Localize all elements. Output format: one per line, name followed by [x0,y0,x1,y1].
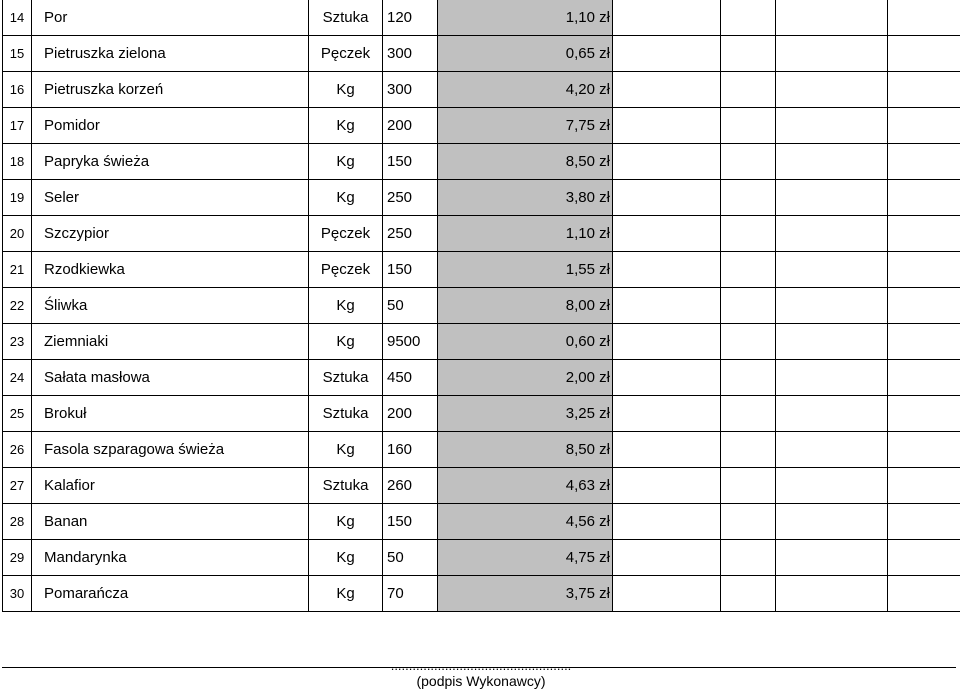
empty-cell-1[interactable] [613,360,721,396]
empty-cell-4[interactable] [888,288,960,324]
unit: Kg [309,324,383,360]
empty-cell-2[interactable] [721,216,776,252]
empty-cell-1[interactable] [613,576,721,612]
unit-price: 3,80 zł [438,180,613,216]
empty-cell-3[interactable] [776,360,888,396]
row-number: 27 [3,468,32,504]
table-row [3,108,960,144]
empty-cell-4[interactable] [888,324,960,360]
empty-cell-4[interactable] [888,432,960,468]
unit-price: 4,56 zł [438,504,613,540]
empty-cell-2[interactable] [721,468,776,504]
product-name: Pietruszka zielona [32,36,309,72]
empty-cell-1[interactable] [613,216,721,252]
empty-cell-3[interactable] [776,180,888,216]
row-number: 23 [3,324,32,360]
quantity: 450 [383,360,438,396]
empty-cell-3[interactable] [776,252,888,288]
empty-cell-1[interactable] [613,468,721,504]
unit-price: 2,00 zł [438,360,613,396]
empty-cell-2[interactable] [721,504,776,540]
empty-cell-4[interactable] [888,540,960,576]
empty-cell-2[interactable] [721,540,776,576]
empty-cell-2[interactable] [721,0,776,36]
quantity: 300 [383,36,438,72]
table-row [3,0,960,36]
empty-cell-4[interactable] [888,180,960,216]
row-number: 16 [3,72,32,108]
unit-price: 4,75 zł [438,540,613,576]
empty-cell-3[interactable] [776,288,888,324]
product-name: Por [32,0,309,36]
empty-cell-4[interactable] [888,360,960,396]
unit-price: 7,75 zł [438,108,613,144]
unit: Sztuka [309,468,383,504]
row-number: 18 [3,144,32,180]
table-row [3,288,960,324]
table-row [3,360,960,396]
empty-cell-3[interactable] [776,324,888,360]
empty-cell-2[interactable] [721,576,776,612]
empty-cell-4[interactable] [888,396,960,432]
unit-price: 4,20 zł [438,72,613,108]
row-number: 17 [3,108,32,144]
unit: Kg [309,180,383,216]
empty-cell-2[interactable] [721,180,776,216]
product-name: Rzodkiewka [32,252,309,288]
empty-cell-3[interactable] [776,576,888,612]
product-name: Szczypior [32,216,309,252]
empty-cell-2[interactable] [721,108,776,144]
empty-cell-2[interactable] [721,432,776,468]
product-name: Pomarańcza [32,576,309,612]
table-row [3,216,960,252]
empty-cell-3[interactable] [776,144,888,180]
table-row [3,576,960,612]
table-row [3,180,960,216]
table-row [3,432,960,468]
unit: Kg [309,72,383,108]
empty-cell-1[interactable] [613,72,721,108]
product-name: Papryka świeża [32,144,309,180]
empty-cell-1[interactable] [613,0,721,36]
empty-cell-1[interactable] [613,504,721,540]
empty-cell-4[interactable] [888,36,960,72]
row-number: 19 [3,180,32,216]
product-name: Banan [32,504,309,540]
empty-cell-3[interactable] [776,108,888,144]
row-number: 21 [3,252,32,288]
unit: Kg [309,144,383,180]
unit-price: 1,10 zł [438,0,613,36]
empty-cell-1[interactable] [613,108,721,144]
empty-cell-1[interactable] [613,180,721,216]
table-row [3,72,960,108]
row-number: 29 [3,540,32,576]
unit: Kg [309,540,383,576]
unit: Pęczek [309,36,383,72]
empty-cell-3[interactable] [776,72,888,108]
table-row [3,36,960,72]
empty-cell-4[interactable] [888,108,960,144]
empty-cell-4[interactable] [888,468,960,504]
unit-price: 8,50 zł [438,144,613,180]
empty-cell-3[interactable] [776,468,888,504]
empty-cell-1[interactable] [613,144,721,180]
empty-cell-1[interactable] [613,432,721,468]
unit: Pęczek [309,216,383,252]
row-number: 30 [3,576,32,612]
row-number: 26 [3,432,32,468]
unit-price: 0,65 zł [438,36,613,72]
table-row [3,540,960,576]
row-number: 20 [3,216,32,252]
unit: Sztuka [309,0,383,36]
unit: Sztuka [309,396,383,432]
empty-cell-1[interactable] [613,396,721,432]
empty-cell-2[interactable] [721,360,776,396]
quantity: 50 [383,288,438,324]
row-number: 15 [3,36,32,72]
quantity: 120 [383,0,438,36]
empty-cell-4[interactable] [888,72,960,108]
unit: Kg [309,288,383,324]
row-number: 22 [3,288,32,324]
unit-price: 3,75 zł [438,576,613,612]
quantity: 50 [383,540,438,576]
row-number: 28 [3,504,32,540]
empty-cell-2[interactable] [721,324,776,360]
quantity: 200 [383,396,438,432]
table-row [3,396,960,432]
price-table-body [3,0,960,612]
product-name: Seler [32,180,309,216]
quantity: 70 [383,576,438,612]
row-number: 25 [3,396,32,432]
empty-cell-3[interactable] [776,540,888,576]
unit-price: 8,00 zł [438,288,613,324]
unit-price: 1,55 zł [438,252,613,288]
unit: Kg [309,432,383,468]
empty-cell-3[interactable] [776,216,888,252]
product-name: Brokuł [32,396,309,432]
empty-cell-2[interactable] [721,252,776,288]
empty-cell-4[interactable] [888,216,960,252]
empty-cell-1[interactable] [613,324,721,360]
empty-cell-4[interactable] [888,576,960,612]
table-row [3,144,960,180]
row-number: 24 [3,360,32,396]
price-table [2,0,960,612]
signature-label: (podpis Wykonawcy) [416,673,546,689]
unit: Kg [309,108,383,144]
empty-cell-2[interactable] [721,72,776,108]
empty-cell-1[interactable] [613,36,721,72]
row-number: 14 [3,0,32,36]
table-row [3,504,960,540]
quantity: 250 [383,180,438,216]
empty-cell-2[interactable] [721,36,776,72]
unit-price: 1,10 zł [438,216,613,252]
unit-price: 3,25 zł [438,396,613,432]
empty-cell-4[interactable] [888,252,960,288]
empty-cell-1[interactable] [613,288,721,324]
product-name: Sałata masłowa [32,360,309,396]
empty-cell-2[interactable] [721,396,776,432]
quantity: 9500 [383,324,438,360]
product-name: Pomidor [32,108,309,144]
empty-cell-3[interactable] [776,504,888,540]
product-name: Mandarynka [32,540,309,576]
empty-cell-1[interactable] [613,252,721,288]
quantity: 200 [383,108,438,144]
empty-cell-3[interactable] [776,36,888,72]
unit-price: 8,50 zł [438,432,613,468]
empty-cell-4[interactable] [888,144,960,180]
table-row [3,324,960,360]
table-row [3,468,960,504]
product-name: Śliwka [32,288,309,324]
quantity: 250 [383,216,438,252]
empty-cell-3[interactable] [776,396,888,432]
quantity: 160 [383,432,438,468]
product-name: Pietruszka korzeń [32,72,309,108]
unit: Kg [309,504,383,540]
quantity: 150 [383,144,438,180]
unit: Pęczek [309,252,383,288]
unit-price: 4,63 zł [438,468,613,504]
empty-cell-2[interactable] [721,144,776,180]
empty-cell-4[interactable] [888,0,960,36]
product-name: Fasola szparagowa świeża [32,432,309,468]
quantity: 150 [383,252,438,288]
unit-price: 0,60 zł [438,324,613,360]
quantity: 150 [383,504,438,540]
signature-line: .................................................. [390,658,572,673]
empty-cell-3[interactable] [776,0,888,36]
quantity: 260 [383,468,438,504]
empty-cell-3[interactable] [776,432,888,468]
unit: Sztuka [309,360,383,396]
empty-cell-4[interactable] [888,504,960,540]
product-name: Kalafior [32,468,309,504]
unit: Kg [309,576,383,612]
empty-cell-1[interactable] [613,540,721,576]
product-name: Ziemniaki [32,324,309,360]
table-row [3,252,960,288]
empty-cell-2[interactable] [721,288,776,324]
quantity: 300 [383,72,438,108]
